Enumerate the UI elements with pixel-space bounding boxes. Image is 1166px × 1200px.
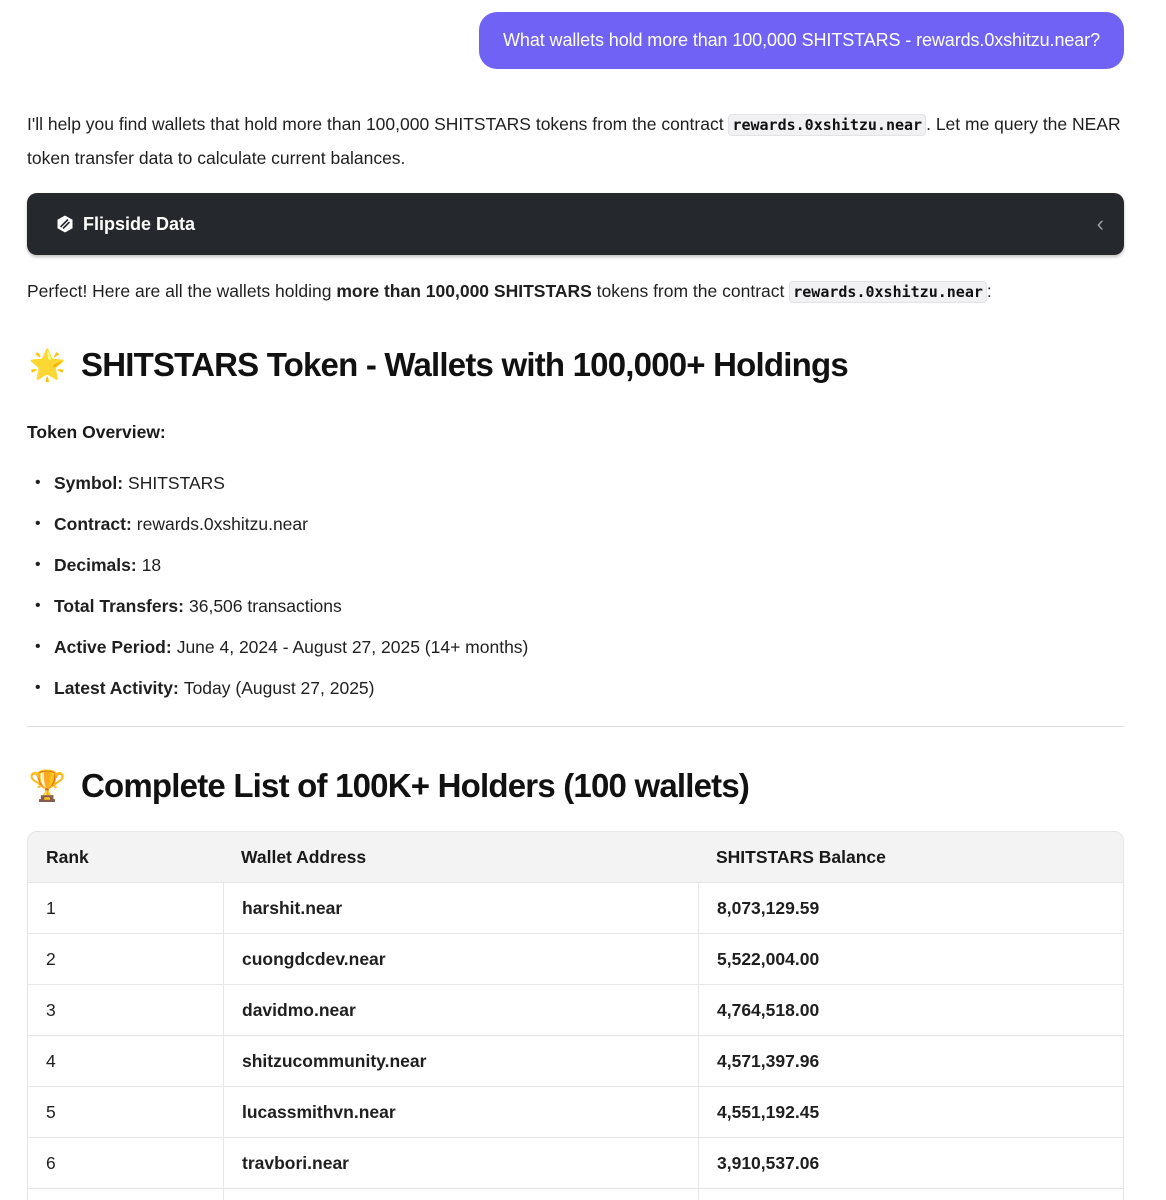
- tool-label: Flipside Data: [83, 213, 196, 234]
- intro-text: I'll help you find wallets that hold more than 100,000 SHITSTARS tokens from the contract: [27, 114, 729, 134]
- contract-code-2: rewards.0xshitzu.near: [789, 281, 987, 303]
- bullet-icon: •: [35, 474, 41, 491]
- wallet-cell: lucassmithvn.near: [223, 1086, 698, 1137]
- overview-title: Token Overview:: [27, 422, 166, 442]
- balance-cell: 8,073,129.59: [698, 882, 1123, 933]
- balance-cell: 5,522,004.00: [698, 933, 1123, 984]
- rank-cell: [28, 1188, 223, 1200]
- heading-text: Complete List of 100K+ Holders (100 wallets): [81, 767, 750, 804]
- table-row: [28, 1137, 1123, 1188]
- rank-cell: 4: [28, 1035, 223, 1086]
- fact-value: Today (August 27, 2025): [183, 678, 375, 698]
- table-header-row: [28, 832, 1123, 882]
- column-header-rank: Rank: [28, 832, 223, 882]
- fact-label: Total Transfers:: [54, 596, 184, 616]
- trophy-icon: 🏆: [28, 769, 66, 803]
- wallet-cell: cuongdcdev.near: [223, 933, 698, 984]
- list-item: [27, 592, 1124, 633]
- wallet-cell: [223, 1188, 698, 1200]
- balance-cell: [698, 1188, 1123, 1200]
- wallet-cell: harshit.near: [223, 882, 698, 933]
- flipside-tool-call[interactable]: [27, 193, 1124, 255]
- bullet-icon: •: [35, 556, 41, 573]
- divider: [27, 726, 1124, 727]
- balance-cell: 4,571,397.96: [698, 1035, 1123, 1086]
- rank-cell: 1: [28, 882, 223, 933]
- summary-text-mid: tokens from the contract: [591, 281, 790, 301]
- intro-paragraph: [27, 108, 1124, 175]
- bullet-icon: •: [35, 638, 41, 655]
- summary-text-end: :: [986, 281, 992, 301]
- rank-cell: 2: [28, 933, 223, 984]
- balance-cell: 4,764,518.00: [698, 984, 1123, 1035]
- wallet-cell: shitzucommunity.near: [223, 1035, 698, 1086]
- flipside-logo-icon: [55, 214, 75, 234]
- fact-label: Active Period:: [54, 637, 172, 657]
- fact-label: Symbol:: [54, 473, 124, 493]
- fact-value: SHITSTARS: [128, 473, 225, 493]
- star-icon: 🌟: [28, 348, 66, 382]
- table-row: [28, 933, 1123, 984]
- bullet-icon: •: [35, 679, 41, 696]
- heading-text: SHITSTARS Token - Wallets with 100,000+ Holdings: [81, 346, 848, 383]
- fact-value: 36,506 transactions: [189, 596, 342, 616]
- balance-cell: 3,910,537.06: [698, 1137, 1123, 1188]
- list-item: [27, 551, 1124, 592]
- section-heading-holdings: [27, 346, 1124, 384]
- wallet-cell: travbori.near: [223, 1137, 698, 1188]
- list-item: [27, 674, 1124, 715]
- table-row: [28, 1035, 1123, 1086]
- table-row: [28, 984, 1123, 1035]
- fact-value: June 4, 2024 - August 27, 2025 (14+ months): [176, 637, 529, 657]
- fact-value: rewards.0xshitzu.near: [136, 514, 308, 534]
- user-message-row: [479, 12, 1124, 69]
- holders-table: [27, 831, 1124, 1200]
- section-heading-holders-list: [27, 767, 1124, 805]
- balance-cell: 4,551,192.45: [698, 1086, 1123, 1137]
- list-item: [27, 510, 1124, 551]
- fact-label: Contract:: [54, 514, 132, 534]
- bullet-icon: •: [35, 515, 41, 532]
- summary-text: Perfect! Here are all the wallets holding: [27, 281, 337, 301]
- chevron-left-icon[interactable]: ‹: [1096, 211, 1104, 236]
- fact-label: Latest Activity:: [54, 678, 179, 698]
- list-item: [27, 633, 1124, 674]
- fact-value: 18: [141, 555, 162, 575]
- rank-cell: 3: [28, 984, 223, 1035]
- table-row: [28, 1086, 1123, 1137]
- table-row: [28, 1188, 1123, 1200]
- intro-text-end: . Let me query the NEAR token transfer data to calculate current balances.: [27, 114, 1121, 168]
- user-message-bubble: What wallets hold more than 100,000 SHITSTARS - rewards.0xshitzu.near?: [479, 12, 1124, 69]
- token-facts-list: [27, 469, 1124, 715]
- rank-cell: 5: [28, 1086, 223, 1137]
- wallet-cell: davidmo.near: [223, 984, 698, 1035]
- summary-bold: more than 100,000 SHITSTARS: [336, 281, 592, 301]
- summary-paragraph: [27, 277, 1124, 306]
- list-item: [27, 469, 1124, 510]
- assistant-response: [27, 108, 1124, 1200]
- contract-code: rewards.0xshitzu.near: [728, 114, 926, 136]
- table-row: [28, 882, 1123, 933]
- column-header-balance: SHITSTARS Balance: [698, 832, 1123, 882]
- tool-header: [55, 214, 195, 235]
- bullet-icon: •: [35, 597, 41, 614]
- rank-cell: 6: [28, 1137, 223, 1188]
- fact-label: Decimals:: [54, 555, 137, 575]
- column-header-wallet: Wallet Address: [223, 832, 698, 882]
